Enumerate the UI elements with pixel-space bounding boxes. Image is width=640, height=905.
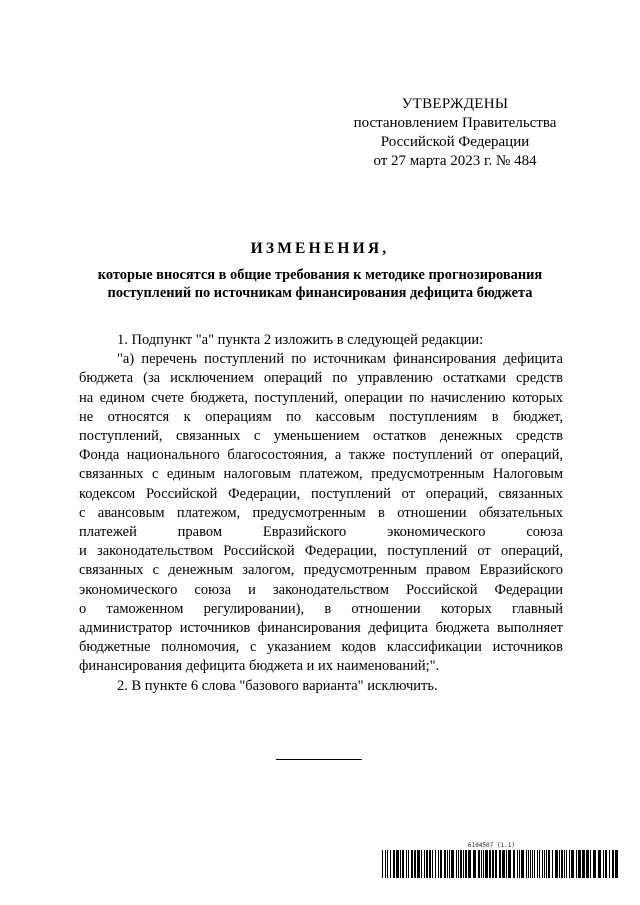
barcode-bar: [483, 850, 484, 878]
quote-line: бюджета (за исключением операций по управлению остатками средств: [79, 370, 563, 387]
barcode-bar: [390, 850, 391, 878]
barcode-bar: [564, 850, 565, 878]
document-subtitle: [60, 266, 580, 302]
barcode-bar: [546, 850, 547, 878]
barcode-bar: [555, 850, 558, 878]
quote-line: администратор источников финансирования дефицита бюджета выполняет: [79, 620, 563, 637]
barcode-bar: [449, 850, 450, 878]
barcode-bar: [429, 850, 431, 878]
barcode-bar: [586, 850, 589, 878]
barcode-bar: [578, 850, 581, 878]
closing-rule: [276, 759, 362, 760]
barcode-bar: [473, 850, 476, 878]
barcode-bar: [561, 850, 563, 878]
barcode-bar: [393, 850, 395, 878]
barcode-bar: [492, 850, 494, 878]
barcode-bar: [408, 850, 409, 878]
barcode-bar: [447, 850, 448, 878]
barcode-bar: [593, 850, 596, 878]
barcode-bar: [603, 850, 604, 878]
barcode-bar: [539, 850, 540, 878]
approval-line-3: от 27 марта 2023 г. № 484: [373, 153, 537, 169]
barcode: [382, 850, 620, 878]
barcode-bar: [402, 850, 404, 878]
barcode-bar: [559, 850, 560, 878]
barcode-bar: [530, 850, 531, 878]
barcode-bar: [519, 850, 520, 878]
barcode-bar: [411, 850, 413, 878]
quote-line: "а) перечень поступлений по источникам финансирования дефицита: [117, 351, 563, 368]
barcode-bar: [463, 850, 464, 878]
barcode-bar: [612, 850, 614, 878]
barcode-bar: [576, 850, 577, 878]
barcode-bar: [598, 850, 601, 878]
barcode-bar: [582, 850, 585, 878]
approval-block: [330, 95, 580, 171]
barcode-bar: [421, 850, 422, 878]
barcode-bar: [508, 850, 511, 878]
quote-line: финансирования дефицита бюджета и их наименований;".: [79, 658, 440, 675]
document-title: ИЗМЕНЕНИЯ,: [250, 240, 390, 257]
barcode-bar: [458, 850, 459, 878]
barcode-bar: [526, 850, 527, 878]
barcode-bar: [465, 850, 467, 878]
barcode-bar: [571, 850, 574, 878]
barcode-bar: [506, 850, 507, 878]
barcode-bar: [485, 850, 488, 878]
barcode-bar: [609, 850, 610, 878]
quote-line: экономического союза и законодательством Российской Федерации: [79, 581, 563, 598]
barcode-bar: [387, 850, 388, 878]
quoted-text: [79, 350, 563, 676]
barcode-bar: [417, 850, 420, 878]
barcode-bar: [489, 850, 491, 878]
subtitle-line-1: которые вносятся в общие требования к методике прогнозирования: [97, 267, 543, 283]
barcode-bar: [432, 850, 433, 878]
barcode-bar: [590, 850, 591, 878]
approval-line-2: Российской Федерации: [380, 134, 530, 150]
quote-line: Фонда национального благосостояния, а также поступлений от операций,: [79, 447, 563, 464]
approval-heading: УТВЕРЖДЕНЫ: [401, 96, 509, 112]
quote-line: и законодательством Российской Федерации, поступлений от операций,: [79, 543, 563, 560]
quote-line: с авансовым платежом, предусмотренным в отношении обязательных: [79, 504, 563, 521]
barcode-bar: [468, 850, 471, 878]
quote-line: кодексом Российской Федерации, поступлений от операций, связанных: [79, 485, 563, 502]
barcode-number: 6104507 (1.1): [468, 842, 515, 849]
quote-line: на едином счете бюджета, поступлений, операции по начислению которых: [79, 389, 563, 406]
barcode-bar: [517, 850, 518, 878]
barcode-bar: [481, 850, 482, 878]
quote-line: бюджетные полномочия, с указанием кодов классификации источников: [79, 639, 563, 656]
barcode-bar: [406, 850, 407, 878]
barcode-bar: [544, 850, 545, 878]
barcode-bar: [438, 850, 439, 878]
barcode-bar: [566, 850, 567, 878]
barcode-bar: [605, 850, 607, 878]
quote-line: о таможенном регулировании), в отношении которых главный: [79, 600, 563, 617]
barcode-bar: [552, 850, 553, 878]
barcode-bar: [513, 850, 515, 878]
barcode-bar: [548, 850, 550, 878]
quote-line: связанных с единым налоговым платежом, предусмотренным Налоговым: [79, 466, 563, 483]
subtitle-line-2: поступлений по источникам финансирования дефицита бюджета: [107, 285, 533, 301]
item-1: 1. Подпункт "а" пункта 2 изложить в следующей редакции:: [117, 332, 484, 348]
barcode-bar: [478, 850, 480, 878]
barcode-bar: [400, 850, 401, 878]
barcode-bar: [451, 850, 454, 878]
quote-line: поступлений, связанных с уменьшением остатков денежных средств: [79, 428, 563, 445]
barcode-bar: [534, 850, 535, 878]
quote-line: связанных с денежным залогом, предусмотренным правом Евразийского: [79, 562, 563, 579]
barcode-bar: [521, 850, 524, 878]
barcode-bar: [385, 850, 386, 878]
item-2: 2. В пункте 6 слова "базового варианта" исключить.: [117, 677, 438, 694]
barcode-bar: [382, 850, 383, 878]
barcode-bar: [440, 850, 442, 878]
barcode-bar: [502, 850, 505, 878]
barcode-bar: [532, 850, 533, 878]
barcode-bar: [396, 850, 399, 878]
barcode-bar: [456, 850, 457, 878]
barcode-bar: [528, 850, 529, 878]
quote-line: платежей правом Евразийского экономического союза: [79, 524, 563, 541]
document-body: [79, 331, 563, 696]
barcode-bar: [444, 850, 446, 878]
barcode-bar: [414, 850, 416, 878]
barcode-bar: [537, 850, 538, 878]
barcode-bar: [424, 850, 425, 878]
barcode-bar: [460, 850, 462, 878]
quote-line: не относятся к операциям по кассовым поступлениям в бюджет,: [79, 408, 563, 425]
barcode-bar: [615, 850, 618, 878]
barcode-bar: [569, 850, 570, 878]
barcode-bar: [495, 850, 497, 878]
approval-line-1: постановлением Правительства: [353, 115, 557, 131]
barcode-bar: [542, 850, 543, 878]
barcode-bar: [435, 850, 436, 878]
barcode-bar: [499, 850, 501, 878]
barcode-bar: [426, 850, 428, 878]
